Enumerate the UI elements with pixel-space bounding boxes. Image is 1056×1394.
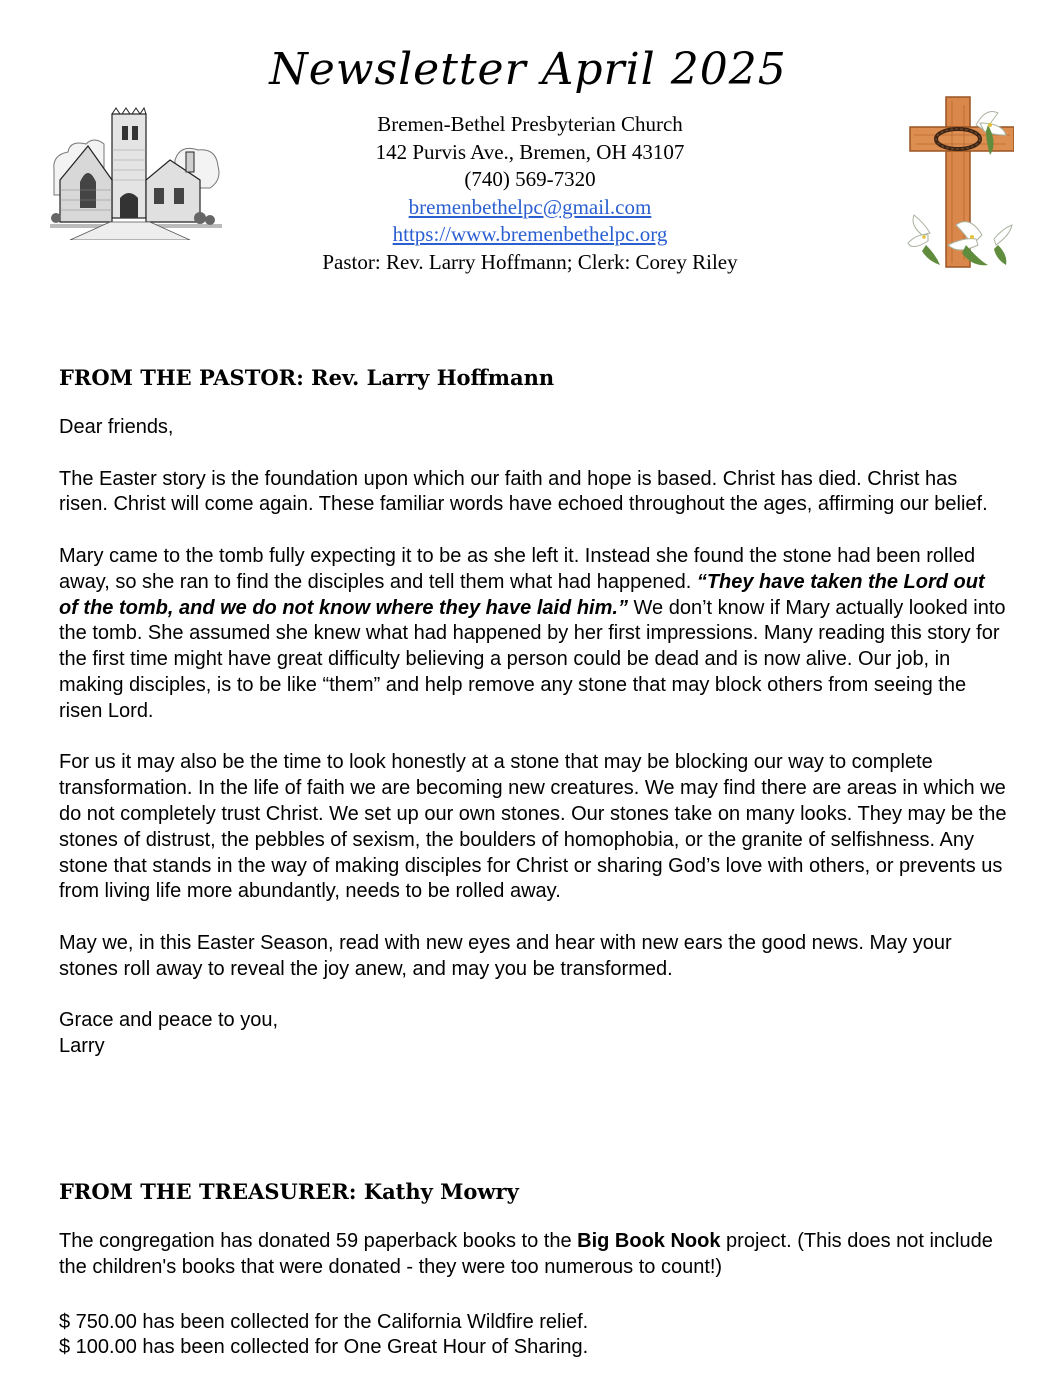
church-building-icon [50, 100, 222, 240]
signature: Larry [59, 1035, 105, 1058]
p2-rest: We don’t know if Mary actually looked into the tomb. She assumed she knew what had happened by her first impressions. Many reading this story for the first time might have great difficulty believing a person could be dead and is now alive. Our job, in making disciples, is to be like “them” and help remove any stone that may block others from seeing the risen Lord. [59, 596, 1006, 722]
treasurer-heading: FROM THE TREASURER: Kathy Mowry [59, 1179, 519, 1204]
pastor-heading: FROM THE PASTOR: Rev. Larry Hoffmann [59, 365, 555, 390]
church-phone: (740) 569-7320 [464, 167, 596, 191]
pastor-paragraph-1: The Easter story is the foundation upon which our faith and hope is based. Christ has died. Christ has risen. Christ will come again. These familiar words have echoed throughout the ages, affirming our belief. [59, 467, 988, 516]
church-address: 142 Purvis Ave., Bremen, OH 43107 [375, 139, 685, 164]
website-link[interactable]: https://www.bremenbethelpc.org [392, 222, 668, 246]
p1-rest: project. (This does not include the children's books that were donated - they were too numerous to count!) [59, 1230, 993, 1278]
pastor-letter [59, 415, 1009, 1060]
staff-line: Pastor: Rev. Larry Hoffmann; Clerk: Corey Riley [322, 249, 738, 274]
pastor-paragraph-2 [59, 544, 1009, 725]
sharing-donation: $ 100.00 has been collected for One Great Hour of Sharing. [59, 1336, 589, 1359]
treasurer-paragraph-1 [59, 1229, 1009, 1281]
greeting: Dear friends, [59, 416, 174, 438]
p2-intro: Mary came to the tomb fully expecting it to be as she left it. Instead she found the stone had been rolled away, so she ran to find the disciples and tell them what had happened. [59, 544, 976, 593]
pastor-paragraph-4: May we, in this Easter Season, read with new eyes and hear with new ears the good news. May your stones roll away to reveal the joy anew, and may you be transformed. [59, 931, 952, 980]
easter-cross-icon [906, 95, 1014, 270]
newsletter-title: Newsletter April 2025 [269, 44, 787, 95]
p1-intro: The congregation has donated 59 paperback books to the [59, 1230, 578, 1252]
church-name: Bremen-Bethel Presbyterian Church [377, 112, 683, 136]
treasurer-report [59, 1229, 1009, 1361]
wildfire-donation: $ 750.00 has been collected for the California Wildfire relief. [59, 1310, 589, 1333]
closing: Grace and peace to you, [59, 1009, 279, 1032]
scripture-quote: “They have taken the Lord out of the tomb, and we do not know where they have laid him.” [59, 570, 985, 619]
pastor-paragraph-3: For us it may also be the time to look honestly at a stone that may be blocking our way to complete transformation. In the life of faith we are becoming new creatures. We may find there are areas in which we do not completely trust Christ. We set up our own stones. Our stones take on many looks. They may be the stones of distrust, the pebbles of sexism, the boulders of homophobia, or the granite of selfishness. Any stone that stands in the way of making disciples for Christ or sharing God’s love with others, or prevents us from living life more abundantly, needs to be rolled away. [59, 751, 1007, 903]
big-book-nook: Big Book Nook [577, 1230, 721, 1252]
church-info [230, 111, 830, 276]
email-link[interactable]: bremenbethelpc@gmail.com [408, 194, 652, 219]
